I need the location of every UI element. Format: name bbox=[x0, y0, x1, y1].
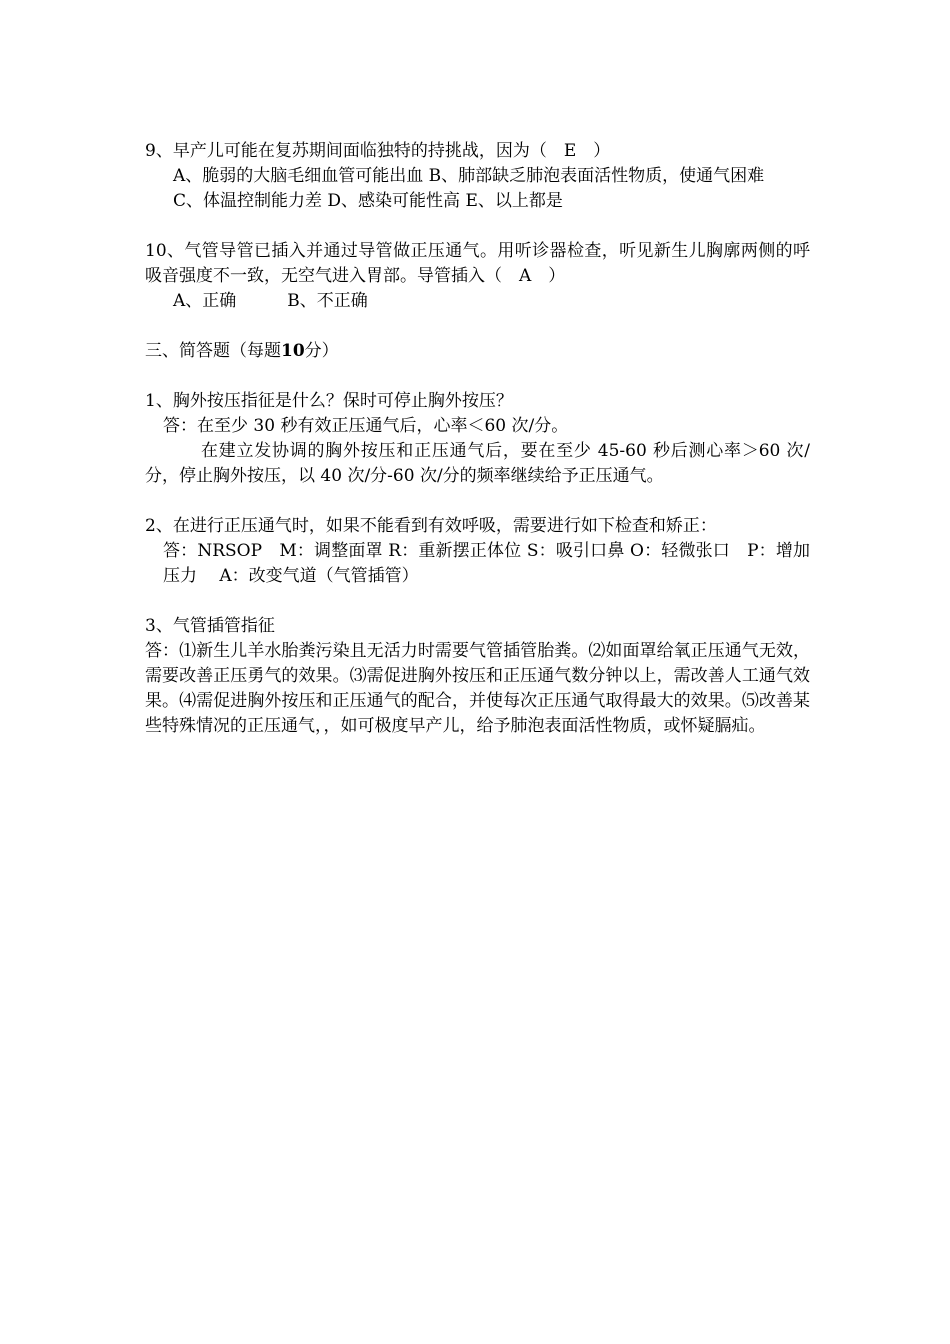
q10-options: A、正确 B、不正确 bbox=[173, 291, 368, 311]
sa2-question: 2、在进行正压通气时，如果不能看到有效呼吸，需要进行如下检查和矫正： bbox=[145, 516, 717, 536]
q9-options-cde: C、体温控制能力差 D、感染可能性高 E、以上都是 bbox=[173, 191, 563, 211]
sa1-answer-line1: 答：在至少 30 秒有效正压通气后，心率＜60 次/分。 bbox=[163, 416, 569, 436]
spacer bbox=[145, 214, 810, 239]
spacer bbox=[145, 314, 810, 339]
sa2-answer: 答：NRSOP M：调整面罩 R：重新摆正体位 S：吸引口鼻 O：轻微张口 P：增加压力 A：改变气道（气管插管） bbox=[163, 541, 810, 586]
section-title-prefix: 三、简答题（每题 bbox=[145, 341, 281, 361]
q9-options-ab: A、脆弱的大脑毛细血管可能出血 B、肺部缺乏肺泡表面活性物质，使通气困难 bbox=[173, 166, 765, 186]
spacer bbox=[145, 489, 810, 514]
document-body bbox=[145, 139, 810, 739]
section-title bbox=[145, 339, 810, 364]
spacer bbox=[145, 589, 810, 614]
section-title-score: 10 bbox=[281, 341, 305, 361]
q9-stem: 9、早产儿可能在复苏期间面临独特的持挑战，因为（ E ） bbox=[145, 141, 611, 161]
sa3-answer: 答：⑴新生儿羊水胎粪污染且无活力时需要气管插管胎粪。⑵如面罩给氧正压通气无效，需要改善正压勇气的效果。⑶需促进胸外按压和正压通气数分钟以上，需改善人工通气效果。⑷需促进胸外按压和正压通气的配合，并使每次正压通气取得最大的效果。⑸改善某些特殊情况的正压通气，，如可极度早产儿，给予肺泡表面活性物质，或怀疑膈疝。 bbox=[145, 641, 810, 736]
sa1-answer-line2: 在建立发协调的胸外按压和正压通气后，要在至少 45-60 秒后测心率＞60 次/分，停止胸外按压，以 40 次/分-60 次/分的频率继续给予正压通气。 bbox=[145, 441, 810, 486]
sa3-question: 3、气管插管指征 bbox=[145, 616, 275, 636]
q10-stem: 10、气管导管已插入并通过导管做正压通气。用听诊器检查，听见新生儿胸廓两侧的呼吸音强度不一致，无空气进入胃部。导管插入（ A ） bbox=[145, 241, 810, 286]
section-title-suffix: 分） bbox=[304, 341, 339, 361]
spacer bbox=[145, 364, 810, 389]
sa1-question: 1、胸外按压指征是什么？保时可停止胸外按压？ bbox=[145, 391, 513, 411]
